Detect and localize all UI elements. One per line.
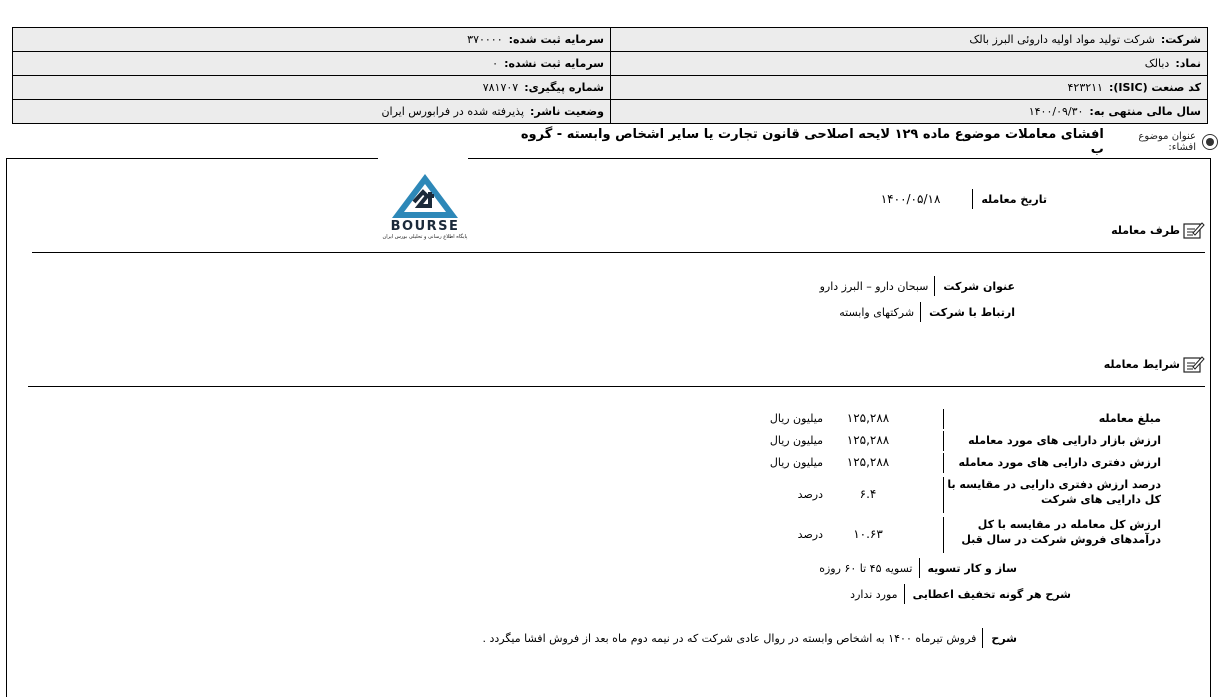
separator bbox=[943, 409, 944, 429]
terms-row bbox=[763, 477, 1163, 515]
company-title-row bbox=[820, 276, 1015, 296]
terms-row-value: ۱۰.۶۳ bbox=[853, 527, 883, 541]
terms-row-unit: میلیون ریال bbox=[769, 412, 823, 425]
discount-value: مورد ندارد bbox=[850, 587, 898, 601]
terms-row-unit: میلیون ریال bbox=[769, 456, 823, 469]
unregistered-capital-value: ۰ bbox=[492, 57, 499, 70]
separator bbox=[943, 477, 944, 513]
symbol-label: نماد: bbox=[1175, 57, 1201, 70]
subject-value: افشای معاملات موضوع ماده ۱۲۹ لایحه اصلاحی قانون تجارت یا سایر اشخاص وابسته - گروه ب bbox=[520, 127, 1104, 157]
party-section-title: طرف معامله bbox=[1111, 223, 1180, 237]
fiscal-year-cell bbox=[611, 100, 1208, 124]
terms-row bbox=[763, 409, 1163, 431]
separator bbox=[919, 558, 920, 578]
separator bbox=[934, 276, 935, 296]
company-title-label: عنوان شرکت bbox=[943, 279, 1015, 293]
terms-section-header bbox=[1104, 354, 1205, 374]
fiscal-year-label: سال مالی منتهی به: bbox=[1089, 105, 1201, 118]
company-title-value: سبحان دارو – البرز دارو bbox=[819, 279, 929, 293]
terms-section-title: شرایط معامله bbox=[1103, 357, 1180, 371]
description-row bbox=[483, 628, 1018, 648]
separator bbox=[904, 584, 905, 604]
terms-row-unit: درصد bbox=[797, 528, 823, 541]
symbol-value: دبالک bbox=[1144, 57, 1170, 70]
settlement-value: تسویه ۴۵ تا ۶۰ روزه bbox=[819, 561, 913, 575]
terms-row bbox=[763, 517, 1163, 555]
terms-row bbox=[763, 453, 1163, 475]
tracking-cell bbox=[13, 76, 611, 100]
logo-tagline: پایگاه اطلاع رسانی و تحلیلی بورس ایران bbox=[382, 234, 468, 240]
discount-row bbox=[850, 584, 1071, 604]
terms-row-value: ۱۲۵,۲۸۸ bbox=[846, 455, 890, 469]
separator bbox=[920, 302, 921, 322]
terms-row-unit: درصد bbox=[797, 488, 823, 501]
registered-capital-label: سرمایه ثبت شده: bbox=[508, 33, 604, 46]
terms-row-label: ارزش بازار دارایی های مورد معامله bbox=[968, 434, 1161, 447]
symbol-cell bbox=[611, 52, 1208, 76]
company-label: شرکت: bbox=[1160, 33, 1201, 46]
relation-row bbox=[839, 302, 1015, 322]
isic-cell bbox=[611, 76, 1208, 100]
bourse-logo-icon bbox=[390, 172, 460, 220]
disclosure-subject bbox=[518, 127, 1218, 157]
transaction-date-label: تاریخ معامله bbox=[981, 192, 1047, 206]
discount-label: شرح هر گونه تخفیف اعطایی bbox=[912, 587, 1071, 601]
company-value: شرکت تولید مواد اولیه داروئی البرز بالک bbox=[969, 33, 1155, 46]
transaction-date-row bbox=[881, 189, 1047, 209]
terms-row-value: ۱۲۵,۲۸۸ bbox=[846, 433, 890, 447]
isic-value: ۴۲۳۲۱۱ bbox=[1067, 81, 1103, 94]
publisher-status-label: وضعیت ناشر: bbox=[530, 105, 604, 118]
bourse-logo bbox=[382, 172, 468, 244]
tracking-value: ۷۸۱۷۰۷ bbox=[482, 81, 519, 94]
registered-capital-value: ۳۷۰۰۰۰ bbox=[467, 33, 503, 46]
publisher-status-cell bbox=[13, 100, 611, 124]
party-section-header bbox=[1111, 220, 1205, 240]
frame-gap bbox=[378, 154, 468, 162]
isic-label: کد صنعت (ISIC): bbox=[1108, 81, 1201, 94]
party-divider bbox=[32, 252, 1205, 253]
company-cell bbox=[611, 28, 1208, 52]
terms-row-label: ارزش دفتری دارایی های مورد معامله bbox=[958, 456, 1161, 469]
registered-capital-cell bbox=[13, 28, 611, 52]
terms-row-label: ارزش کل معامله در مقایسه با کل درآمدهای فروش شرکت در سال قبل bbox=[961, 518, 1161, 546]
terms-row bbox=[763, 431, 1163, 453]
unregistered-capital-cell bbox=[13, 52, 611, 76]
terms-row-unit: میلیون ریال bbox=[769, 434, 823, 447]
relation-label: ارتباط با شرکت bbox=[929, 305, 1015, 319]
subject-label: عنوان موضوع افشاء: bbox=[1138, 131, 1196, 153]
fiscal-year-value: ۱۴۰۰/۰۹/۳۰ bbox=[1028, 105, 1084, 118]
terms-row-value: ۶.۴ bbox=[859, 487, 877, 501]
settlement-label: ساز و کار تسویه bbox=[927, 561, 1017, 575]
separator bbox=[943, 517, 944, 553]
settlement-row bbox=[819, 558, 1017, 578]
separator bbox=[943, 453, 944, 473]
relation-value: شرکتهای وابسته bbox=[839, 305, 915, 319]
description-value: فروش تیرماه ۱۴۰۰ به اشخاص وابسته در روال عادی شرکت که در نیمه دوم ماه بعد از فروش افشا میگردد . bbox=[482, 631, 977, 645]
description-label: شرح bbox=[991, 631, 1017, 645]
company-info-table bbox=[12, 27, 1208, 124]
separator bbox=[972, 189, 973, 209]
separator bbox=[943, 431, 944, 451]
edit-note-icon bbox=[1183, 354, 1205, 374]
terms-row-value: ۱۲۵,۲۸۸ bbox=[846, 411, 890, 425]
separator bbox=[982, 628, 983, 648]
transaction-date-value: ۱۴۰۰/۰۵/۱۸ bbox=[880, 192, 941, 206]
unregistered-capital-label: سرمایه ثبت نشده: bbox=[504, 57, 604, 70]
terms-row-label: مبلغ معامله bbox=[1098, 412, 1161, 425]
publisher-status-value: پذیرفته شده در فرابورس ایران bbox=[381, 105, 525, 118]
terms-row-label: درصد ارزش دفتری دارایی در مقایسه با کل دارایی های شرکت bbox=[947, 478, 1161, 506]
edit-note-icon bbox=[1183, 220, 1205, 240]
tracking-label: شماره پیگیری: bbox=[524, 81, 604, 94]
logo-brand: BOURSE bbox=[390, 219, 460, 234]
target-icon bbox=[1202, 134, 1218, 150]
terms-divider bbox=[28, 386, 1205, 387]
